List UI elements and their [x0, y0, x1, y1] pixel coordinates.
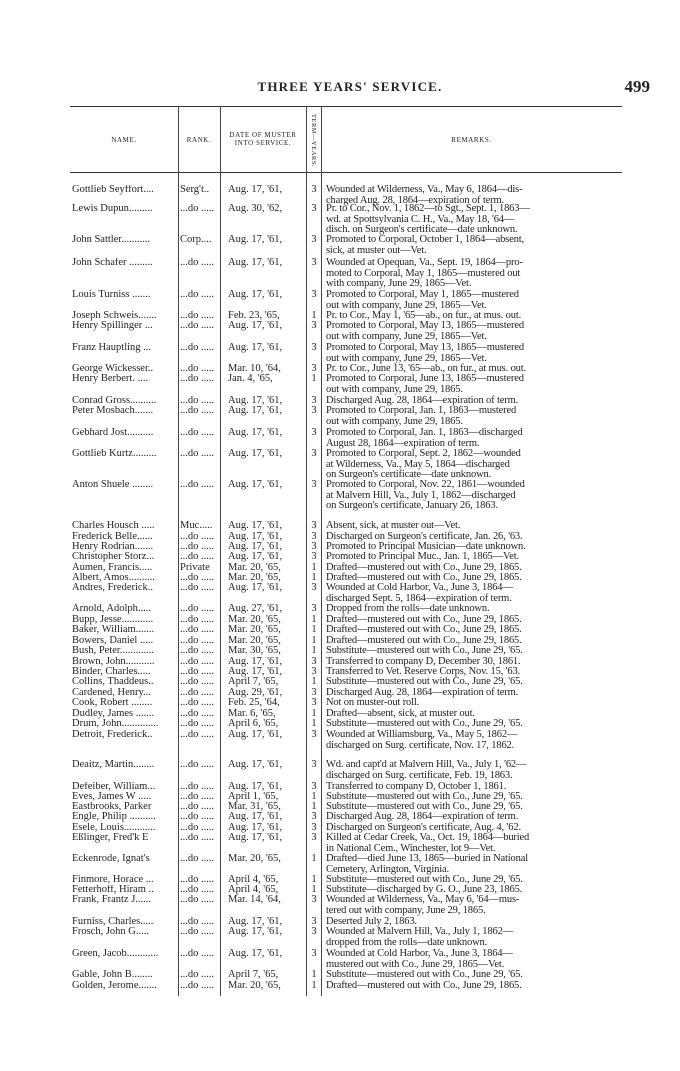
- muster-date: Mar. 6, '65,: [228, 708, 276, 719]
- remarks-cell: Promoted to Corporal, Sept. 2, 1862—wounded at Wilderness, Va., May 5, 1864—discharged on Surgeon's certificate—date unknown.: [326, 448, 521, 481]
- soldier-name: Esele, Louis............: [72, 823, 156, 833]
- remarks-cell: Drafted—mustered out with Co., June 29, 1865.: [326, 562, 522, 573]
- remarks-cell: Wounded at Wilderness, Va., May 6, '64—mus- tered out with company, June 29, 1865.: [326, 894, 520, 916]
- soldier-name: Eves, James W .....: [72, 792, 152, 802]
- soldier-name: Bowers, Daniel .....: [72, 636, 154, 646]
- rank-cell: ...do .....: [180, 970, 215, 980]
- soldier-name: Louis Turniss .......: [72, 290, 151, 300]
- rank-cell: ...do .....: [180, 719, 215, 729]
- term-years: 3: [311, 551, 317, 562]
- term-years: 3: [311, 479, 317, 490]
- soldier-name: Eckenrode, Ignat's: [72, 854, 150, 864]
- muster-date: Feb. 25, '64,: [228, 697, 280, 708]
- remarks-cell: Substitute—mustered out with Co., June 29, '65.: [326, 874, 523, 885]
- soldier-name: Binder, Charles.....: [72, 667, 151, 677]
- remarks-cell: Substitute—mustered out with Co., June 29, '65.: [326, 645, 523, 656]
- remarks-cell: Deserted July 2, 1863.: [326, 916, 417, 927]
- rank-cell: ...do .....: [180, 321, 215, 331]
- muster-date: Aug. 17, '61,: [228, 926, 283, 937]
- remarks-cell: Wounded at Williamsburg, Va., May 5, 1862— discharged on Surg. certificate, Nov. 17, 1862.: [326, 729, 518, 751]
- term-years: 3: [311, 363, 317, 374]
- muster-date: April 1, '65,: [228, 791, 279, 802]
- remarks-cell: Promoted to Corporal, Jan. 1, 1863—mustered out with company, June 29, 1865.: [326, 405, 517, 427]
- remarks-cell: Drafted—mustered out with Co., June 29, 1865.: [326, 572, 522, 583]
- muster-date: Aug. 17, '61,: [228, 781, 283, 792]
- term-years: 3: [311, 603, 317, 614]
- remarks-cell: Pr. to Cor., June 13, '65—ab., on fur., at mus. out.: [326, 363, 527, 374]
- term-years: 1: [311, 635, 317, 646]
- remarks-cell: Dropped from the rolls—date unknown.: [326, 603, 490, 614]
- muster-date: Aug. 17, '61,: [228, 551, 283, 562]
- remarks-cell: Promoted to Principal Musician—date unknown.: [326, 541, 526, 552]
- rank-cell: ...do .....: [180, 428, 215, 438]
- remarks-cell: Drafted—mustered out with Co., June 29, 1865.: [326, 980, 522, 991]
- remarks-cell: Promoted to Principal Muc., Jan. 1, 1865—Vet.: [326, 551, 520, 562]
- rank-cell: ...do .....: [180, 615, 215, 625]
- rank-cell: ...do .....: [180, 677, 215, 687]
- remarks-cell: Promoted to Corporal, June 13, 1865—mustered out with company, June 29, 1865.: [326, 373, 524, 395]
- soldier-name: Bush, Peter.............: [72, 646, 154, 656]
- muster-date: Aug. 17, '61,: [228, 541, 283, 552]
- rank-cell: ...do .....: [180, 532, 215, 542]
- column-divider: [321, 106, 322, 996]
- term-years: 3: [311, 395, 317, 406]
- rank-cell: ...do .....: [180, 875, 215, 885]
- rank-cell: ...do .....: [180, 311, 215, 321]
- remarks-cell: Discharged Aug. 28, 1864—expiration of term.: [326, 395, 519, 406]
- muster-date: Aug. 17, '61,: [228, 666, 283, 677]
- remarks-cell: Substitute—mustered out with Co., June 29, '65.: [326, 791, 523, 802]
- muster-date: Aug. 17, '61,: [228, 257, 283, 268]
- remarks-cell: Promoted to Corporal, Jan. 1, 1863—discharged August 28, 1864—expiration of term.: [326, 427, 523, 449]
- term-years: 1: [311, 791, 317, 802]
- muster-date: Aug. 27, '61,: [228, 603, 283, 614]
- term-years: 3: [311, 541, 317, 552]
- soldier-name: Joseph Schweis.......: [72, 311, 157, 321]
- muster-date: Aug. 17, '61,: [228, 822, 283, 833]
- soldier-name: Eßlinger, Fred'k E: [72, 833, 149, 843]
- muster-date: Jan. 4, '65,: [228, 373, 273, 384]
- soldier-name: Green, Jacob............: [72, 949, 159, 959]
- rank-cell: ...do .....: [180, 374, 215, 384]
- rank-cell: ...do .....: [180, 802, 215, 812]
- rank-cell: Corp....: [180, 235, 212, 245]
- rank-cell: ...do .....: [180, 657, 215, 667]
- muster-date: Aug. 17, '61,: [228, 342, 283, 353]
- term-years: 1: [311, 874, 317, 885]
- term-years: 3: [311, 822, 317, 833]
- muster-date: Mar. 20, '65,: [228, 624, 281, 635]
- rank-cell: ...do .....: [180, 667, 215, 677]
- table-header-rule: [70, 172, 622, 173]
- muster-date: Aug. 17, '61,: [228, 320, 283, 331]
- muster-date: Aug. 17, '61,: [228, 448, 283, 459]
- remarks-cell: Discharged Aug. 28, 1864—expiration of term.: [326, 687, 519, 698]
- rank-cell: ...do .....: [180, 782, 215, 792]
- term-years: 3: [311, 405, 317, 416]
- remarks-cell: Pr. to Cor., Nov. 1, 1862—to Sgt., Sept. 1, 1863— wd. at Spottsylvania C. H., Va., May 18, '64— disch. on Surgeon's certificate—date unknown.: [326, 203, 530, 236]
- term-years: 1: [311, 572, 317, 583]
- rank-cell: ...do .....: [180, 636, 215, 646]
- soldier-name: Andres, Frederick..: [72, 583, 154, 593]
- muster-date: Aug. 17, '61,: [228, 395, 283, 406]
- remarks-cell: Transferred to company D, December 30, 1861.: [326, 656, 521, 667]
- soldier-name: Aumen, Francis.....: [72, 563, 153, 573]
- soldier-name: Bupp, Jesse............: [72, 615, 154, 625]
- rank-cell: ...do .....: [180, 406, 215, 416]
- term-years: 3: [311, 531, 317, 542]
- muster-date: Mar. 30, '65,: [228, 645, 281, 656]
- soldier-name: Eastbrooks, Parker: [72, 802, 152, 812]
- muster-date: Mar. 14, '64,: [228, 894, 281, 905]
- soldier-name: Dudley, James .......: [72, 709, 155, 719]
- soldier-name: Engle, Philip ..........: [72, 812, 156, 822]
- term-years: 1: [311, 373, 317, 384]
- remarks-cell: Killed at Cedar Creek, Va., Oct. 19, 1864—buried in National Cem., Winchester, lot 9—Vet.: [326, 832, 530, 854]
- muster-date: Aug. 17, '61,: [228, 427, 283, 438]
- muster-date: Aug. 17, '61,: [228, 759, 283, 770]
- remarks-cell: Substitute—mustered out with Co., June 29, '65.: [326, 801, 523, 812]
- remarks-cell: Substitute—discharged by G. O., June 23, 1865.: [326, 884, 523, 895]
- remarks-cell: Drafted—mustered out with Co., June 29, 1865.: [326, 635, 522, 646]
- muster-date: Aug. 17, '61,: [228, 916, 283, 927]
- remarks-cell: Drafted—mustered out with Co., June 29, 1865.: [326, 624, 522, 635]
- rank-cell: ...do .....: [180, 812, 215, 822]
- column-header-remarks: REMARKS.: [451, 136, 492, 144]
- term-years: 1: [311, 801, 317, 812]
- rank-cell: ...do .....: [180, 552, 215, 562]
- term-years: 1: [311, 708, 317, 719]
- term-years: 3: [311, 257, 317, 268]
- remarks-cell: Wounded at Cold Harbor, Va., June 3, 1864— mustered out with Co., June 29, 1865—Vet.: [326, 948, 513, 970]
- rank-cell: ...do .....: [180, 449, 215, 459]
- muster-date: Aug. 17, '61,: [228, 656, 283, 667]
- term-years: 1: [311, 980, 317, 991]
- term-years: 1: [311, 884, 317, 895]
- soldier-name: Gottlieb Kurtz.........: [72, 449, 157, 459]
- column-header-date: DATE OF MUSTER INTO SERVICE.: [229, 131, 297, 147]
- muster-date: Aug. 17, '61,: [228, 811, 283, 822]
- muster-date: Mar. 20, '65,: [228, 572, 281, 583]
- term-years: 1: [311, 562, 317, 573]
- rank-cell: ...do .....: [180, 823, 215, 833]
- muster-date: Aug. 17, '61,: [228, 520, 283, 531]
- running-header: [0, 79, 680, 99]
- soldier-name: Frederick Belle......: [72, 532, 153, 542]
- term-years: 1: [311, 969, 317, 980]
- soldier-name: Baker, William.......: [72, 625, 155, 635]
- rank-cell: ...do .....: [180, 688, 215, 698]
- rank-cell: ...do .....: [180, 730, 215, 740]
- remarks-cell: Absent, sick, at muster out—Vet.: [326, 520, 461, 531]
- soldier-name: Lewis Dupun.........: [72, 204, 153, 214]
- remarks-cell: Wounded at Cold Harbor, Va., June 3, 1864— discharged Sept. 5, 1864—expiration of term.: [326, 582, 513, 604]
- muster-date: Mar. 20, '65,: [228, 853, 281, 864]
- term-years: 3: [311, 729, 317, 740]
- rank-cell: ...do .....: [180, 604, 215, 614]
- muster-date: April 7, '65,: [228, 969, 279, 980]
- column-header-name: NAME.: [111, 136, 137, 144]
- term-years: 1: [311, 853, 317, 864]
- muster-date: Feb. 23, '65,: [228, 310, 280, 321]
- term-years: 3: [311, 448, 317, 459]
- muster-date: April 7, '65,: [228, 676, 279, 687]
- roster-table: [70, 106, 622, 996]
- term-years: 3: [311, 948, 317, 959]
- rank-cell: ...do .....: [180, 927, 215, 937]
- soldier-name: Henry Berbert. ....: [72, 374, 149, 384]
- term-years: 3: [311, 916, 317, 927]
- column-header-years: TERM—YEARS.: [310, 113, 317, 167]
- term-years: 3: [311, 320, 317, 331]
- term-years: 1: [311, 624, 317, 635]
- soldier-name: Christopher Storz...: [72, 552, 155, 562]
- term-years: 3: [311, 894, 317, 905]
- rank-cell: ...do .....: [180, 290, 215, 300]
- term-years: 3: [311, 656, 317, 667]
- muster-date: Mar. 31, '65,: [228, 801, 281, 812]
- rank-cell: ...do .....: [180, 895, 215, 905]
- remarks-cell: Pr. to Cor., May 1, '65—ab., on fur., at mus. out.: [326, 310, 522, 321]
- term-years: 1: [311, 718, 317, 729]
- remarks-cell: Promoted to Corporal, May 13, 1865—mustered out with company, June 29, 1865—Vet.: [326, 320, 524, 342]
- page-number: 499: [624, 77, 650, 96]
- remarks-cell: Drafted—mustered out with Co., June 29, 1865.: [326, 614, 522, 625]
- soldier-name: Defeiber, William...: [72, 782, 156, 792]
- muster-date: Aug. 17, '61,: [228, 531, 283, 542]
- soldier-name: Conrad Gross..........: [72, 396, 157, 406]
- term-years: 3: [311, 582, 317, 593]
- rank-cell: ...do .....: [180, 204, 215, 214]
- rank-cell: ...do .....: [180, 573, 215, 583]
- term-years: 3: [311, 697, 317, 708]
- remarks-cell: Promoted to Corporal, October 1, 1864—absent, sick, at muster out—Vet.: [326, 234, 524, 256]
- term-years: 1: [311, 310, 317, 321]
- muster-date: Mar. 20, '65,: [228, 614, 281, 625]
- term-years: 3: [311, 926, 317, 937]
- term-years: 3: [311, 811, 317, 822]
- rank-cell: Private: [180, 563, 210, 573]
- term-years: 3: [311, 203, 317, 214]
- soldier-name: George Wickesser..: [72, 364, 154, 374]
- remarks-cell: Discharged on Surgeon's certificate, Aug. 4, '62.: [326, 822, 521, 833]
- soldier-name: John Schafer .........: [72, 258, 153, 268]
- remarks-cell: Substitute—mustered out with Co., June 29, '65.: [326, 718, 523, 729]
- term-years: 3: [311, 520, 317, 531]
- term-years: 3: [311, 342, 317, 353]
- rank-cell: ...do .....: [180, 949, 215, 959]
- remarks-cell: Wounded at Malvern Hill, Va., July 1, 1862— dropped from the rolls—date unknown.: [326, 926, 514, 948]
- rank-cell: ...do .....: [180, 258, 215, 268]
- term-years: 3: [311, 687, 317, 698]
- muster-date: Aug. 17, '61,: [228, 582, 283, 593]
- muster-date: Aug. 30, '62,: [228, 203, 283, 214]
- soldier-name: Cook, Robert ........: [72, 698, 153, 708]
- rank-cell: ...do .....: [180, 833, 215, 843]
- remarks-cell: Wd. and capt'd at Malvern Hill, Va., July 1, '62— discharged on Surg. certificate, Feb. 19, 1863.: [326, 759, 527, 781]
- rank-cell: ...do .....: [180, 885, 215, 895]
- column-divider: [220, 106, 221, 996]
- rank-cell: ...do .....: [180, 709, 215, 719]
- soldier-name: Fetterhoff, Hiram ..: [72, 885, 154, 895]
- remarks-cell: Promoted to Corporal, May 13, 1865—mustered out with company, June 29, 1865—Vet.: [326, 342, 524, 364]
- term-years: 1: [311, 614, 317, 625]
- soldier-name: Cardened, Henry...: [72, 688, 151, 698]
- remarks-cell: Not on muster-out roll.: [326, 697, 420, 708]
- soldier-name: Franz Hauptling ...: [72, 343, 152, 353]
- soldier-name: Albert, Amos..........: [72, 573, 155, 583]
- soldier-name: Arnold, Adolph.....: [72, 604, 152, 614]
- rank-cell: ...do .....: [180, 760, 215, 770]
- remarks-cell: Wounded at Opequan, Va., Sept. 19, 1864—pro- moted to Corporal, May 1, 1865—mustered out with company, June 29, 1865—Vet.: [326, 257, 523, 290]
- soldier-name: Drum, John..............: [72, 719, 159, 729]
- term-years: 3: [311, 184, 317, 195]
- rank-cell: ...do .....: [180, 480, 215, 490]
- muster-date: Aug. 17, '61,: [228, 948, 283, 959]
- rank-cell: ...do .....: [180, 364, 215, 374]
- rank-cell: ...do .....: [180, 646, 215, 656]
- muster-date: Aug. 17, '61,: [228, 832, 283, 843]
- rank-cell: ...do .....: [180, 792, 215, 802]
- muster-date: Mar. 20, '65,: [228, 562, 281, 573]
- rank-cell: ...do .....: [180, 343, 215, 353]
- soldier-name: Anton Shuele ........: [72, 480, 154, 490]
- rank-cell: ...do .....: [180, 396, 215, 406]
- muster-date: Mar. 20, '65,: [228, 635, 281, 646]
- rank-cell: ...do .....: [180, 917, 215, 927]
- soldier-name: Henry Spillinger ...: [72, 321, 153, 331]
- soldier-name: Collins, Thaddeus..: [72, 677, 154, 687]
- soldier-name: Gebhard Jost..........: [72, 428, 154, 438]
- soldier-name: Charles Housch .....: [72, 521, 155, 531]
- muster-date: Mar. 10, '64,: [228, 363, 281, 374]
- term-years: 3: [311, 427, 317, 438]
- muster-date: April 4, '65,: [228, 874, 279, 885]
- soldier-name: Detroit, Frederick..: [72, 730, 153, 740]
- soldier-name: Golden, Jerome.......: [72, 981, 157, 991]
- remarks-cell: Transferred to company D, October 1, 1861.: [326, 781, 507, 792]
- soldier-name: Finmore, Horace ...: [72, 875, 154, 885]
- term-years: 3: [311, 289, 317, 300]
- remarks-cell: Substitute—mustered out with Co., June 29, '65.: [326, 676, 523, 687]
- rank-cell: ...do .....: [180, 981, 215, 991]
- rank-cell: Serg't..: [180, 185, 210, 195]
- column-header-rank: RANK.: [186, 136, 212, 144]
- column-divider: [178, 106, 179, 996]
- soldier-name: Gottlieb Seyffort....: [72, 185, 154, 195]
- soldier-name: Brown, John...........: [72, 657, 155, 667]
- page-title: THREE YEARS' SERVICE.: [257, 79, 443, 94]
- muster-date: Mar. 20, '65,: [228, 980, 281, 991]
- rank-cell: ...do .....: [180, 583, 215, 593]
- muster-date: Aug. 17, '61,: [228, 729, 283, 740]
- soldier-name: John Sattler...........: [72, 235, 151, 245]
- remarks-cell: Discharged Aug. 28, 1864—expiration of term.: [326, 811, 519, 822]
- muster-date: Aug. 17, '61,: [228, 405, 283, 416]
- term-years: 3: [311, 832, 317, 843]
- term-years: 3: [311, 781, 317, 792]
- remarks-cell: Promoted to Corporal, Nov. 22, 1861—wounded at Malvern Hill, Va., July 1, 1862—discharged on Surgeon's certificate, January 26, 1863.: [326, 479, 525, 512]
- remarks-cell: Drafted—died June 13, 1865—buried in National Cemetery, Arlington, Virginia.: [326, 853, 529, 875]
- muster-date: April 6, '65,: [228, 718, 279, 729]
- soldier-name: Frosch, John G.....: [72, 927, 150, 937]
- table-top-rule: [70, 106, 622, 107]
- remarks-cell: Discharged on Surgeon's certificate, Jan. 26, '63.: [326, 531, 523, 542]
- rank-cell: ...do .....: [180, 698, 215, 708]
- rank-cell: ...do .....: [180, 542, 215, 552]
- remarks-cell: Drafted—absent, sick, at muster out.: [326, 708, 475, 719]
- soldier-name: Furniss, Charles.....: [72, 917, 154, 927]
- soldier-name: Frank, Frantz J......: [72, 895, 152, 905]
- term-years: 1: [311, 676, 317, 687]
- soldier-name: Peter Mosbach.......: [72, 406, 154, 416]
- muster-date: Aug. 17, '61,: [228, 289, 283, 300]
- muster-date: Aug. 17, '61,: [228, 234, 283, 245]
- remarks-cell: Promoted to Corporal, May 1, 1865—mustered out with company, June 29, 1865—Vet.: [326, 289, 519, 311]
- remarks-cell: Substitute—mustered out with Co., June 29, '65.: [326, 969, 523, 980]
- rank-cell: ...do .....: [180, 625, 215, 635]
- term-years: 3: [311, 234, 317, 245]
- rank-cell: Muc.....: [180, 521, 213, 531]
- remarks-cell: Transferred to Vet. Reserve Corps, Nov. 15, '63.: [326, 666, 521, 677]
- soldier-name: Henry Rodrian.......: [72, 542, 154, 552]
- term-years: 3: [311, 666, 317, 677]
- rank-cell: ...do .....: [180, 854, 215, 864]
- muster-date: Aug. 17, '61,: [228, 479, 283, 490]
- soldier-name: Deaitz, Martin........: [72, 760, 155, 770]
- term-years: 1: [311, 645, 317, 656]
- muster-date: Aug. 29, '61,: [228, 687, 283, 698]
- muster-date: Aug. 17, '61,: [228, 184, 283, 195]
- soldier-name: Gable, John B........: [72, 970, 153, 980]
- muster-date: April 4, '65,: [228, 884, 279, 895]
- remarks-cell: Wounded at Wilderness, Va., May 6, 1864—dis- charged Aug. 28, 1864—expiration of term.: [326, 184, 523, 206]
- term-years: 3: [311, 759, 317, 770]
